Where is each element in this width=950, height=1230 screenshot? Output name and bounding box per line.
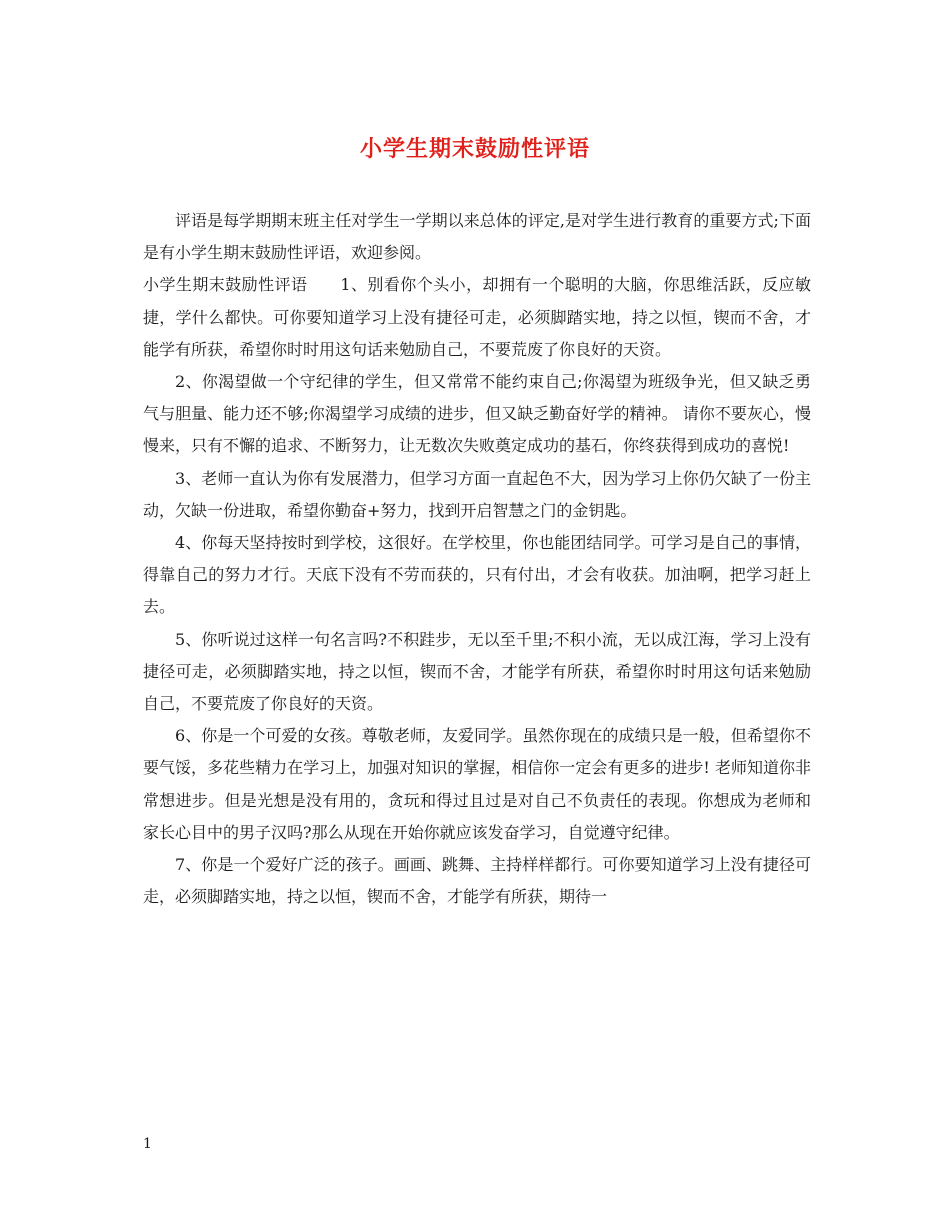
paragraph-comment-6: 6、你是一个可爱的女孩。尊敬老师，友爱同学。虽然你现在的成绩只是一般，但希望你不要气馁，多花些精力在学习上，加强对知识的掌握，相信你一定会有更多的进步! 老师知道你非常想进步。但是光想是没有用的，贪玩和得过且过是对自己不负责任的表现。你想成为老师和家长心目中的男子汉吗?那么从现在开始你就应该发奋学习，自觉遵守纪律。	[143, 726, 811, 842]
document-title: 小学生期末鼓励性评语	[359, 136, 590, 162]
paragraph-comment-4: 4、你每天坚持按时到学校，这很好。在学校里，你也能团结同学。可学习是自己的事情，得靠自己的努力才行。天底下没有不劳而获的，只有付出，才会有收获。加油啊，把学习赶上去。	[143, 533, 811, 617]
paragraph-intro: 评语是每学期期末班主任对学生一学期以来总体的评定,是对学生进行教育的重要方式;下面是有小学生期末鼓励性评语，欢迎参阅。	[143, 211, 811, 263]
document-body	[143, 205, 811, 913]
paragraph-comment-7: 7、你是一个爱好广泛的孩子。画画、跳舞、主持样样都行。可你要知道学习上没有捷径可走，必须脚踏实地，持之以恒，锲而不舍，才能学有所获，期待一	[143, 855, 811, 907]
page-number: 1	[143, 1136, 152, 1152]
paragraph-comment-3: 3、老师一直认为你有发展潜力，但学习方面一直起色不大，因为学习上你仍欠缺了一份主动，欠缺一份进取，希望你勤奋+努力，找到开启智慧之门的金钥匙。	[143, 468, 811, 520]
paragraph-comment-1: 小学生期末鼓励性评语 1、别看你个头小，却拥有一个聪明的大脑，你思维活跃，反应敏捷，学什么都快。可你要知道学习上没有捷径可走，必须脚踏实地，持之以恒，锲而不舍，才能学有所获，希望你时时用这句话来勉励自己，不要荒废了你良好的天资。	[143, 275, 811, 359]
paragraph-comment-2: 2、你渴望做一个守纪律的学生，但又常常不能约束自己;你渴望为班级争光，但又缺乏勇气与胆量、能力还不够;你渴望学习成绩的进步，但又缺乏勤奋好学的精神。 请你不要灰心，慢慢来，只有不懈的追求、不断努力，让无数次失败奠定成功的基石，你终获得到成功的喜悦!	[143, 372, 811, 456]
paragraph-comment-5: 5、你听说过这样一句名言吗?不积跬步，无以至千里;不积小流，无以成江海，学习上没有捷径可走，必须脚踏实地，持之以恒，锲而不舍，才能学有所获，希望你时时用这句话来勉励自己，不要荒废了你良好的天资。	[143, 629, 811, 714]
